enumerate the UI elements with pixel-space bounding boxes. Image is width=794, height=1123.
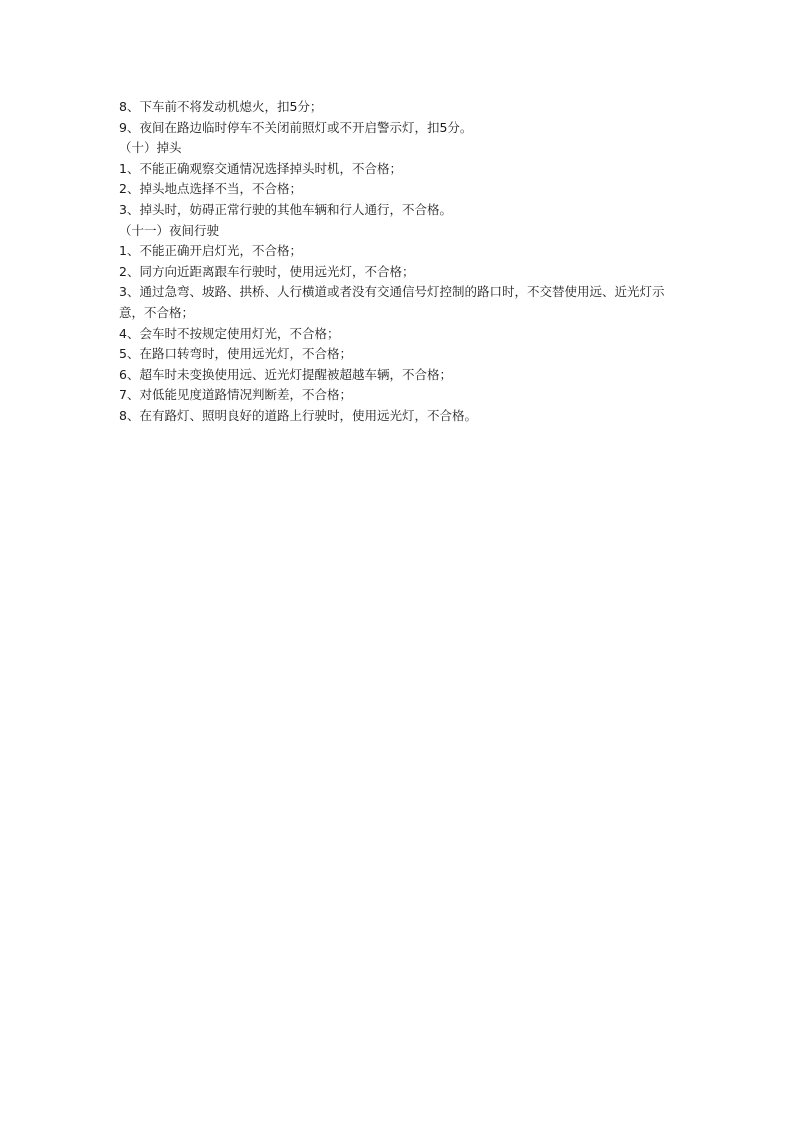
u-turn-item-2: 2、掉头地点选择不当，不合格； bbox=[119, 181, 302, 197]
section-heading-night-driving: （十一）夜间行驶 bbox=[119, 222, 220, 238]
u-turn-item-3: 3、掉头时，妨碍正常行驶的其他车辆和行人通行，不合格。 bbox=[119, 201, 452, 217]
u-turn-item-1: 1、不能正确观察交通情况选择掉头时机，不合格； bbox=[119, 160, 402, 176]
section-heading-u-turn: （十）掉头 bbox=[119, 140, 182, 156]
penalty-item-9: 9、夜间在路边临时停车不关闭前照灯或不开启警示灯，扣5分。 bbox=[119, 119, 473, 135]
penalty-item-8: 8、下车前不将发动机熄火，扣5分； bbox=[119, 99, 323, 114]
night-driving-item-8: 8、在有路灯、照明良好的道路上行驶时，使用远光灯，不合格。 bbox=[119, 407, 477, 423]
night-driving-item-2: 2、同方向近距离跟车行驶时，使用远光灯，不合格； bbox=[119, 263, 415, 279]
night-driving-item-1: 1、不能正确开启灯光，不合格； bbox=[119, 243, 302, 259]
night-driving-item-4: 4、会车时不按规定使用灯光，不合格； bbox=[119, 325, 340, 341]
night-driving-item-3: 3、通过急弯、坡路、拱桥、人行横道或者没有交通信号灯控制的路口时，不交替使用远、近光灯示意，不合格； bbox=[119, 284, 665, 320]
document-body bbox=[119, 97, 679, 427]
night-driving-item-6: 6、超车时未变换使用远、近光灯提醒被超越车辆，不合格； bbox=[119, 366, 452, 382]
night-driving-item-7: 7、对低能见度道路情况判断差，不合格； bbox=[119, 387, 352, 403]
night-driving-item-5: 5、在路口转弯时，使用远光灯，不合格； bbox=[119, 346, 352, 362]
